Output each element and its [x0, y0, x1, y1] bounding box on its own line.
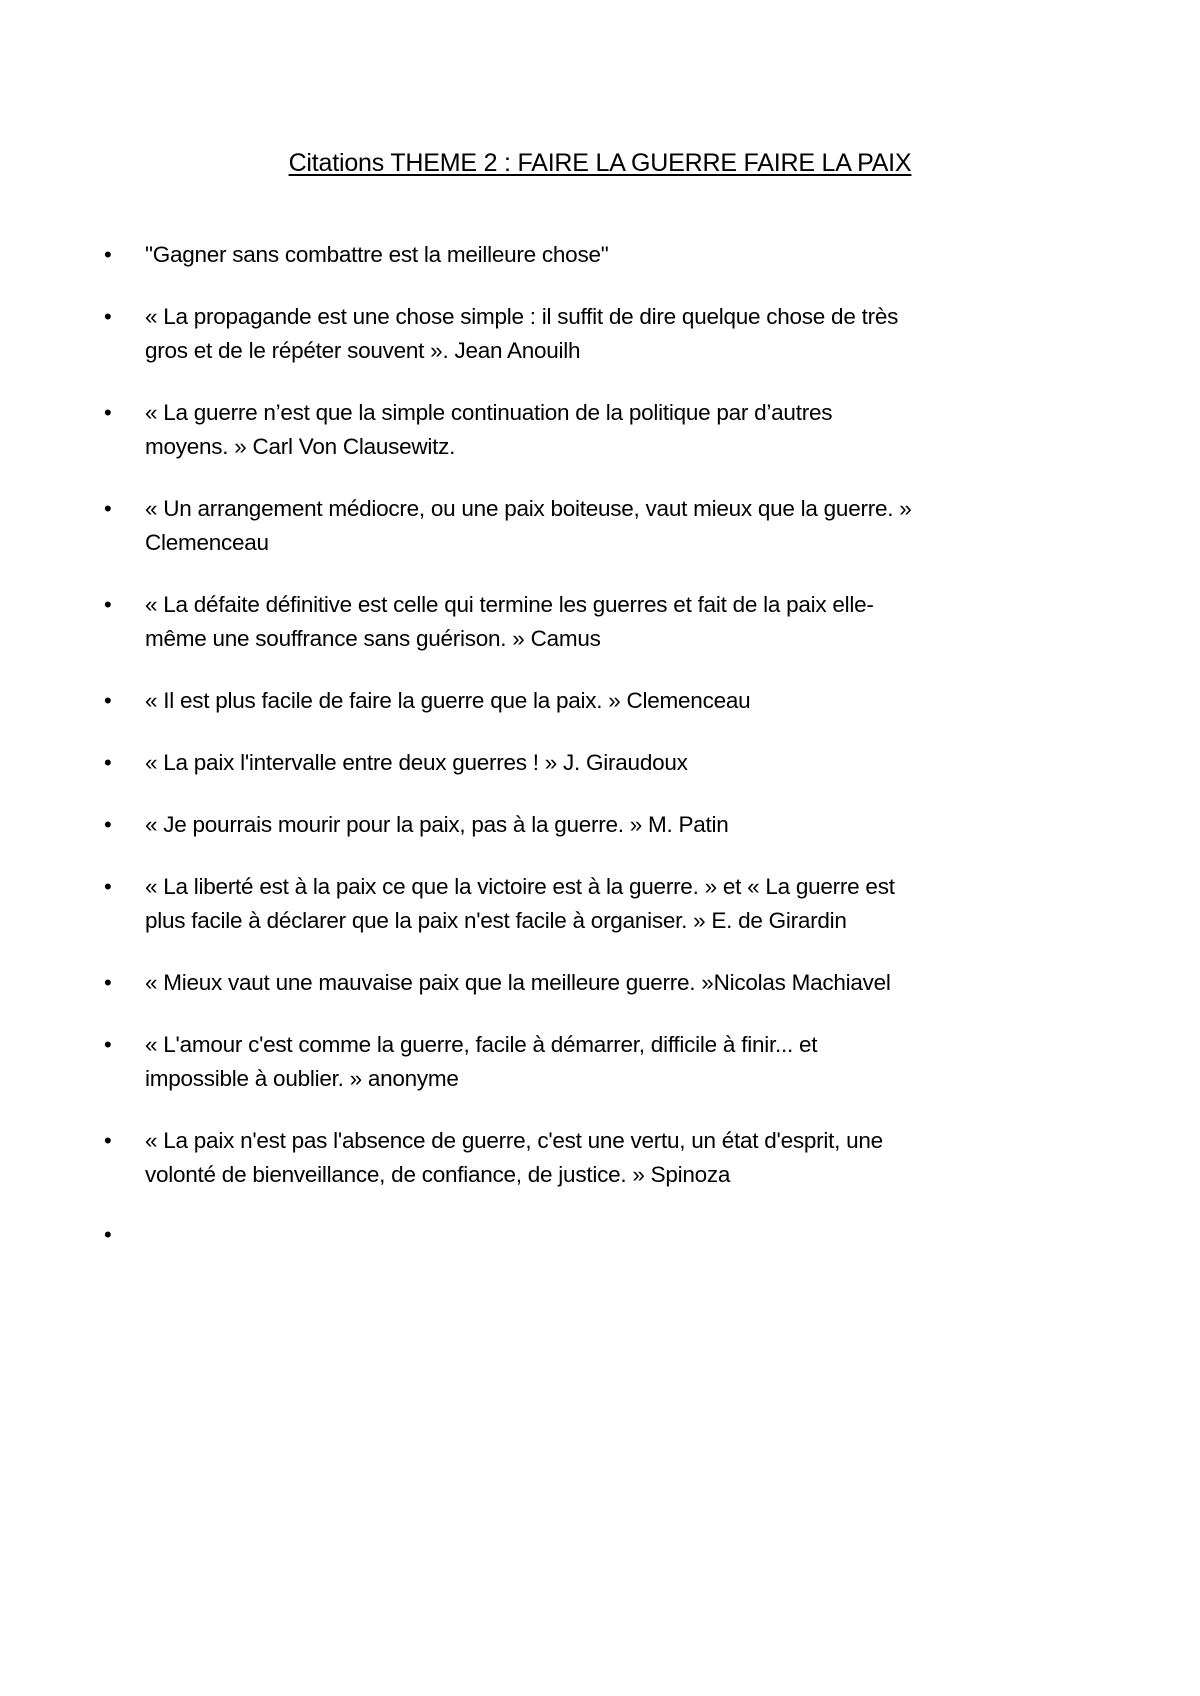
- quote-text: [145, 1124, 1065, 1192]
- quote-text: [145, 870, 1065, 938]
- bullet-icon: •: [104, 1032, 112, 1057]
- bullet-icon: •: [104, 1128, 112, 1153]
- quote-line: « Mieux vaut une mauvaise paix que la meilleure guerre. »Nicolas Machiavel: [145, 970, 891, 995]
- quote-text: [145, 588, 1065, 656]
- bullet-icon: •: [104, 688, 112, 713]
- bullet-icon: •: [104, 1222, 112, 1247]
- bullet-icon: •: [104, 592, 112, 617]
- quote-text: [145, 300, 1065, 368]
- quote-line: « La guerre n’est que la simple continuation de la politique par d’autres: [145, 400, 833, 425]
- quote-line: Clemenceau: [145, 530, 269, 555]
- quote-text: [145, 684, 1065, 718]
- quote-text: [145, 746, 1065, 780]
- quote-line: « Je pourrais mourir pour la paix, pas à la guerre. » M. Patin: [145, 812, 729, 837]
- quote-line: impossible à oublier. » anonyme: [145, 1066, 459, 1091]
- quote-line: gros et de le répéter souvent ». Jean Anouilh: [145, 338, 581, 363]
- bullet-icon: •: [104, 400, 112, 425]
- quote-line: « La paix l'intervalle entre deux guerres ! » J. Giraudoux: [145, 750, 688, 775]
- quote-line: plus facile à déclarer que la paix n'est facile à organiser. » E. de Girardin: [145, 908, 847, 933]
- bullet-icon: •: [104, 812, 112, 837]
- quote-line: « La défaite définitive est celle qui termine les guerres et fait de la paix elle-: [145, 592, 874, 617]
- quote-line: « L'amour c'est comme la guerre, facile à démarrer, difficile à finir... et: [145, 1032, 818, 1057]
- quote-line: « Il est plus facile de faire la guerre que la paix. » Clemenceau: [145, 688, 751, 713]
- quote-text: [145, 966, 1065, 1000]
- quote-line: "Gagner sans combattre est la meilleure chose": [145, 242, 609, 267]
- quote-line: moyens. » Carl Von Clausewitz.: [145, 434, 456, 459]
- bullet-icon: •: [104, 242, 112, 267]
- quote-text: [145, 808, 1065, 842]
- quote-text: [145, 1028, 1065, 1096]
- bullet-icon: •: [104, 970, 112, 995]
- bullet-icon: •: [104, 496, 112, 521]
- quote-line: même une souffrance sans guérison. » Camus: [145, 626, 601, 651]
- quote-text: [145, 492, 1065, 560]
- quote-line: « Un arrangement médiocre, ou une paix boiteuse, vaut mieux que la guerre. »: [145, 496, 912, 521]
- quote-line: « La propagande est une chose simple : il suffit de dire quelque chose de très: [145, 304, 899, 329]
- bullet-icon: •: [104, 874, 112, 899]
- quote-line: « La paix n'est pas l'absence de guerre, c'est une vertu, un état d'esprit, une: [145, 1128, 883, 1153]
- document-title: Citations THEME 2 : FAIRE LA GUERRE FAIRE LA PAIX: [288, 149, 912, 177]
- bullet-icon: •: [104, 304, 112, 329]
- quote-line: volonté de bienveillance, de confiance, de justice. » Spinoza: [145, 1162, 731, 1187]
- quote-text: [145, 238, 1065, 272]
- quote-line: « La liberté est à la paix ce que la victoire est à la guerre. » et « La guerre est: [145, 874, 895, 899]
- quote-text: [145, 396, 1065, 464]
- bullet-icon: •: [104, 750, 112, 775]
